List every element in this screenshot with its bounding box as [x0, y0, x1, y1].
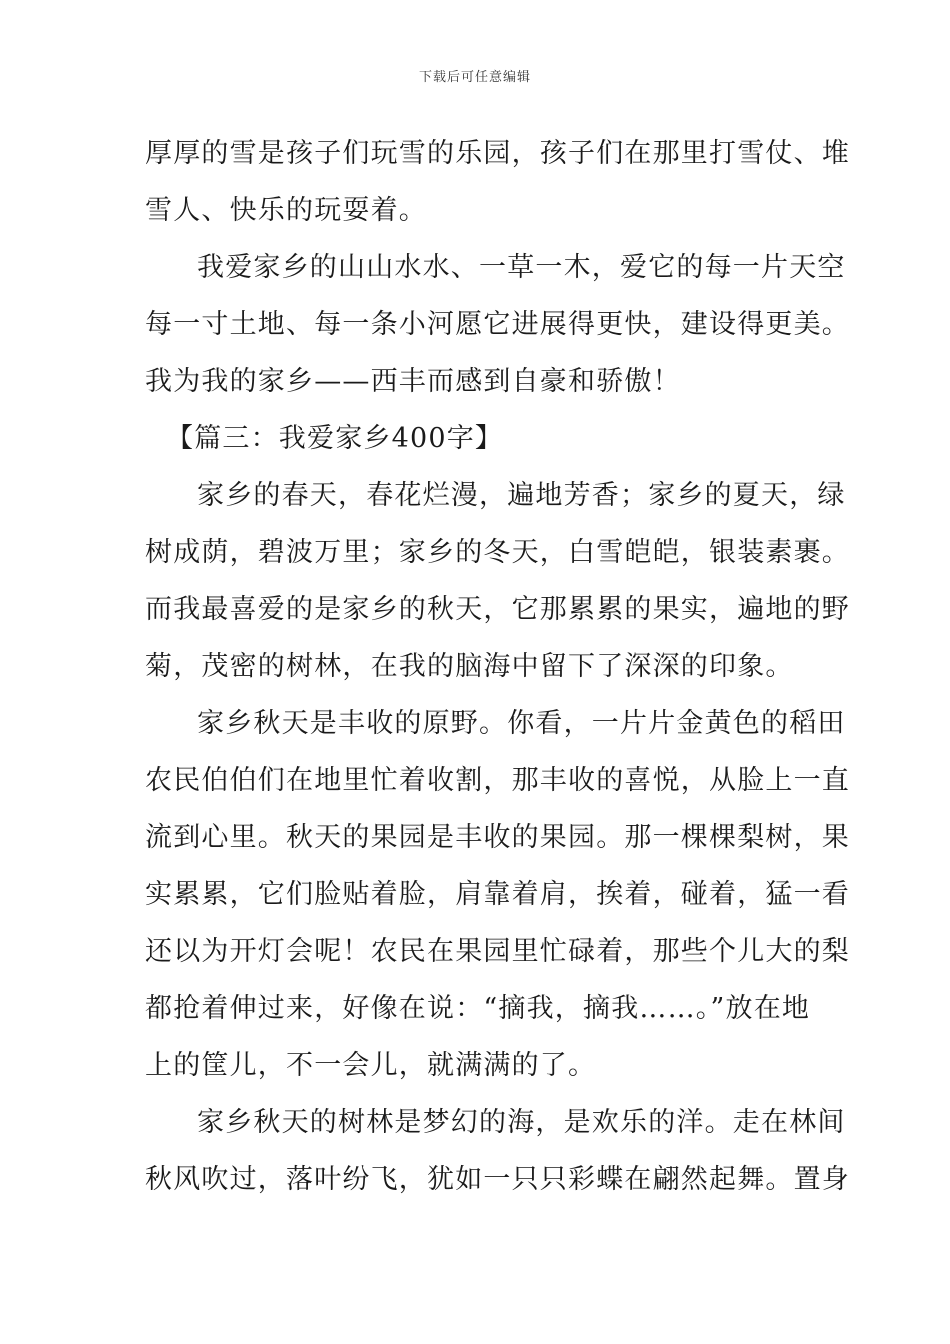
paragraph-first-line: 家乡的春天，春花烂漫，遍地芳香；家乡的夏天，绿 [197, 480, 846, 511]
text-line: 上的筐儿，不一会儿，就满满的了。 [145, 1050, 597, 1081]
text-line: 还以为开灯会呢！农民在果园里忙碌着，那些个儿大的梨 [145, 936, 850, 967]
text-line: 实累累，它们脸贴着脸，肩靠着肩，挨着，碰着，猛一看 [145, 879, 850, 910]
text-line: 厚厚的雪是孩子们玩雪的乐园，孩子们在那里打雪仗、堆 [145, 138, 850, 169]
text-line: 农民伯伯们在地里忙着收割，那丰收的喜悦，从脸上一直 [145, 765, 850, 796]
text-line: 我为我的家乡——西丰而感到自豪和骄傲！ [145, 366, 681, 397]
text-line: 树成荫，碧波万里；家乡的冬天，白雪皑皑，银装素裹。 [145, 537, 850, 568]
text-line: 菊，茂密的树林，在我的脑海中留下了深深的印象。 [145, 651, 794, 682]
text-line: 雪人、快乐的玩耍着。 [145, 195, 427, 226]
text-line: 每一寸土地、每一条小河愿它进展得更快，建设得更美。 [145, 309, 850, 340]
section-heading: 【篇三：我爱家乡400字】 [166, 423, 504, 454]
text-line: 都抢着伸过来，好像在说：“摘我，摘我……。”放在地 [145, 993, 811, 1024]
paragraph-first-line: 家乡秋天是丰收的原野。你看，一片片金黄色的稻田 [197, 708, 846, 739]
text-line: 而我最喜爱的是家乡的秋天，它那累累的果实，遍地的野 [145, 594, 850, 625]
paragraph-first-line: 家乡秋天的树林是梦幻的海，是欢乐的洋。走在林间 [197, 1107, 846, 1138]
text-line: 流到心里。秋天的果园是丰收的果园。那一棵棵梨树，果 [145, 822, 850, 853]
text-line: 秋风吹过，落叶纷飞，犹如一只只彩蝶在翩然起舞。置身 [145, 1164, 850, 1195]
paragraph-first-line: 我爱家乡的山山水水、一草一木，爱它的每一片天空 [197, 252, 846, 283]
page-header: 下载后可任意编辑 [418, 70, 531, 85]
